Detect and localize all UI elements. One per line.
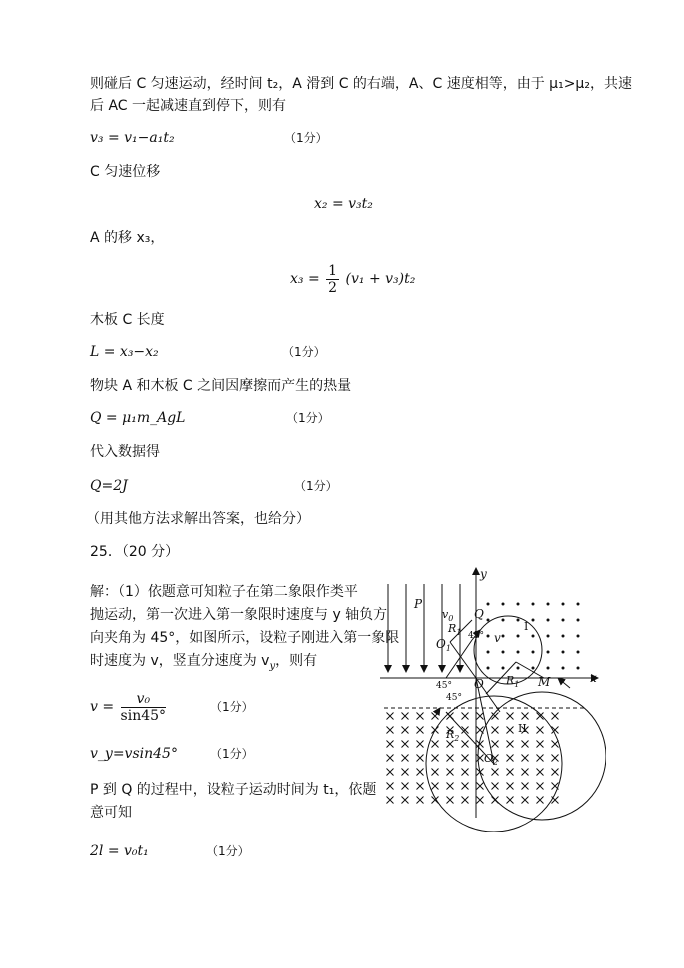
equation: L = x₃−x₂ <box>90 344 159 360</box>
field-dot <box>547 619 550 622</box>
problem-number: 25．（20 分） <box>90 544 180 560</box>
label-r1b: $R_1$ <box>506 674 520 689</box>
field-cross <box>537 797 544 804</box>
equation: v_y=vsin45° <box>90 746 178 762</box>
field-cross <box>552 713 559 720</box>
field-cross <box>462 797 469 804</box>
field-cross <box>507 755 514 762</box>
field-cross <box>432 713 439 720</box>
field-dot <box>562 619 565 622</box>
field-cross <box>387 727 394 734</box>
equation-row <box>90 408 185 428</box>
field-dot <box>547 651 550 654</box>
field-cross <box>387 769 394 776</box>
field-cross <box>417 769 424 776</box>
score-label: （1分） <box>210 700 254 714</box>
field-cross <box>402 797 409 804</box>
label-v0: $v_0$ <box>442 608 454 623</box>
label-region-ii: II <box>518 722 527 735</box>
score-label: （1分） <box>286 411 330 425</box>
field-dot <box>562 651 565 654</box>
fraction <box>326 263 339 296</box>
field-cross <box>492 741 499 748</box>
magnetic-field-crosses <box>387 713 559 804</box>
label-p: P <box>414 597 423 611</box>
field-cross <box>537 783 544 790</box>
field-dot <box>577 603 580 606</box>
field-cross <box>507 741 514 748</box>
equation-row <box>90 744 178 764</box>
fraction-numerator: 1 <box>328 262 338 279</box>
o1-to-o-line <box>450 642 476 678</box>
score-label: （1分） <box>206 844 250 858</box>
field-dot <box>487 635 490 638</box>
equation-prefix: x₃ = <box>290 271 320 287</box>
field-cross <box>462 783 469 790</box>
equation: v₃ = v₁−a₁t₂ <box>90 130 175 146</box>
field-dot <box>547 635 550 638</box>
field-cross <box>387 713 394 720</box>
field-cross <box>447 741 454 748</box>
field-cross <box>492 783 499 790</box>
field-cross <box>552 797 559 804</box>
subscript: y <box>269 660 276 672</box>
text-line: P 到 Q 的过程中，设粒子运动时间为 t₁，依题 <box>90 782 377 798</box>
label-o2: $O_2$ <box>484 752 499 767</box>
field-dot <box>577 619 580 622</box>
field-dot <box>577 651 580 654</box>
field-cross <box>447 797 454 804</box>
field-cross <box>387 797 394 804</box>
field-dot <box>502 667 505 670</box>
field-dot <box>577 667 580 670</box>
equation-row <box>90 476 128 496</box>
equation-row <box>90 690 168 724</box>
field-dot <box>547 667 550 670</box>
field-cross <box>417 713 424 720</box>
text-line: 物块 A 和木板 C 之间因摩擦而产生的热量 <box>90 378 352 394</box>
field-cross <box>522 713 529 720</box>
field-cross <box>492 769 499 776</box>
label-m: M <box>538 675 551 689</box>
score-label: （1分） <box>282 345 326 359</box>
label-o: O <box>474 677 484 691</box>
field-dot <box>487 651 490 654</box>
text-line: 解：（1）依题意可知粒子在第二象限作类平 <box>90 584 358 600</box>
field-cross <box>507 713 514 720</box>
text-line: 意可知 <box>90 805 132 821</box>
text-line: 抛运动，第一次进入第一象限时速度与 y 轴负方 <box>90 607 388 623</box>
field-cross <box>507 769 514 776</box>
text-line: 向夹角为 45°，如图所示，设粒子刚进入第一象限 <box>90 630 400 646</box>
fraction-denominator: 2 <box>328 279 338 296</box>
label-angle-45-left: 45° <box>436 681 452 691</box>
field-cross <box>552 741 559 748</box>
label-angle-45-top: 45° <box>468 631 484 641</box>
score-label: （1分） <box>294 479 338 493</box>
field-cross <box>477 713 484 720</box>
field-dot <box>517 635 520 638</box>
text-line: A 的移 x₃， <box>90 230 165 246</box>
field-dot <box>532 667 535 670</box>
field-cross <box>447 783 454 790</box>
field-dot <box>502 603 505 606</box>
field-cross <box>522 783 529 790</box>
field-cross <box>537 769 544 776</box>
field-dot <box>502 619 505 622</box>
field-dot <box>562 667 565 670</box>
field-cross <box>417 755 424 762</box>
equation: x₂ = v₃t₂ <box>314 196 373 212</box>
field-cross <box>537 755 544 762</box>
field-cross <box>417 727 424 734</box>
field-cross <box>522 741 529 748</box>
field-cross <box>432 783 439 790</box>
field-cross <box>402 783 409 790</box>
field-cross <box>387 755 394 762</box>
label-x: x <box>590 671 597 685</box>
text-line: （用其他方法求解出答案，也给分） <box>86 511 310 527</box>
field-cross <box>462 741 469 748</box>
label-r2: $R_2$ <box>446 728 460 743</box>
field-dot <box>487 603 490 606</box>
field-dot <box>517 603 520 606</box>
field-cross <box>402 741 409 748</box>
field-cross <box>432 769 439 776</box>
label-region-i: I <box>524 620 529 633</box>
equation: 2l = v₀t₁ <box>90 843 149 859</box>
score-label: （1分） <box>210 747 254 761</box>
field-cross <box>507 727 514 734</box>
field-cross <box>507 797 514 804</box>
score-label: （1分） <box>284 131 328 145</box>
field-dot <box>517 667 520 670</box>
equation-prefix: v = <box>90 699 115 715</box>
text-line: 木板 C 长度 <box>90 312 165 328</box>
field-cross <box>537 727 544 734</box>
text-line: 代入数据得 <box>90 444 160 460</box>
field-dot <box>532 603 535 606</box>
field-cross <box>522 769 529 776</box>
field-dot <box>532 635 535 638</box>
field-cross <box>417 741 424 748</box>
label-o1: $O_1$ <box>436 637 451 653</box>
equation: Q = μ₁m_AgL <box>90 410 186 426</box>
text-line <box>90 651 317 677</box>
equation-row <box>290 262 415 296</box>
field-cross <box>552 769 559 776</box>
text-segment: 时速度为 v，竖直分速度为 v <box>90 653 270 669</box>
field-cross <box>387 783 394 790</box>
field-dot <box>517 619 520 622</box>
equation-suffix: (v₁ + v₃)t₂ <box>345 271 416 287</box>
fraction-denominator: sin45° <box>120 707 167 724</box>
field-dot <box>502 635 505 638</box>
field-cross <box>432 755 439 762</box>
field-cross <box>417 783 424 790</box>
field-cross <box>537 741 544 748</box>
label-angle-45-below: 45° <box>446 693 462 703</box>
field-cross <box>402 713 409 720</box>
field-dot <box>502 651 505 654</box>
text-line: 后 AC 一起减速直到停下，则有 <box>90 98 287 114</box>
equation-row <box>90 342 159 362</box>
m-arrow <box>558 678 570 688</box>
field-cross <box>387 741 394 748</box>
label-r1: $R_1$ <box>448 622 462 637</box>
field-dot <box>547 603 550 606</box>
field-dot <box>532 651 535 654</box>
label-y: y <box>480 567 487 581</box>
field-cross <box>417 797 424 804</box>
field-cross <box>522 755 529 762</box>
field-cross <box>402 769 409 776</box>
field-cross <box>462 713 469 720</box>
field-dot <box>517 651 520 654</box>
field-cross <box>432 741 439 748</box>
label-q: Q <box>474 607 484 621</box>
fraction-numerator: v₀ <box>121 691 167 708</box>
field-cross <box>552 755 559 762</box>
equation-row <box>90 128 175 148</box>
field-cross <box>447 755 454 762</box>
equation: Q=2J <box>90 478 128 494</box>
label-v: v <box>494 631 501 645</box>
field-cross <box>507 783 514 790</box>
field-cross <box>462 755 469 762</box>
equation-row <box>90 841 149 861</box>
field-dot <box>577 635 580 638</box>
equation-row <box>314 194 373 214</box>
field-cross <box>402 755 409 762</box>
field-cross <box>477 783 484 790</box>
field-cross <box>492 727 499 734</box>
text-line: 则碰后 C 匀速运动，经时间 t₂，A 滑到 C 的右端，A、C 速度相等，由于 μ₁>μ₂，共速 <box>90 76 632 92</box>
field-dot <box>562 635 565 638</box>
field-dot <box>487 667 490 670</box>
text-line: C 匀速位移 <box>90 164 161 180</box>
fraction <box>121 691 167 724</box>
field-dot <box>487 619 490 622</box>
field-dot <box>532 619 535 622</box>
field-diagram <box>376 562 606 832</box>
field-cross <box>462 769 469 776</box>
field-cross <box>402 727 409 734</box>
field-cross <box>447 769 454 776</box>
text-segment: ，则有 <box>275 653 318 669</box>
field-dot <box>562 603 565 606</box>
field-cross <box>477 797 484 804</box>
field-cross <box>522 797 529 804</box>
